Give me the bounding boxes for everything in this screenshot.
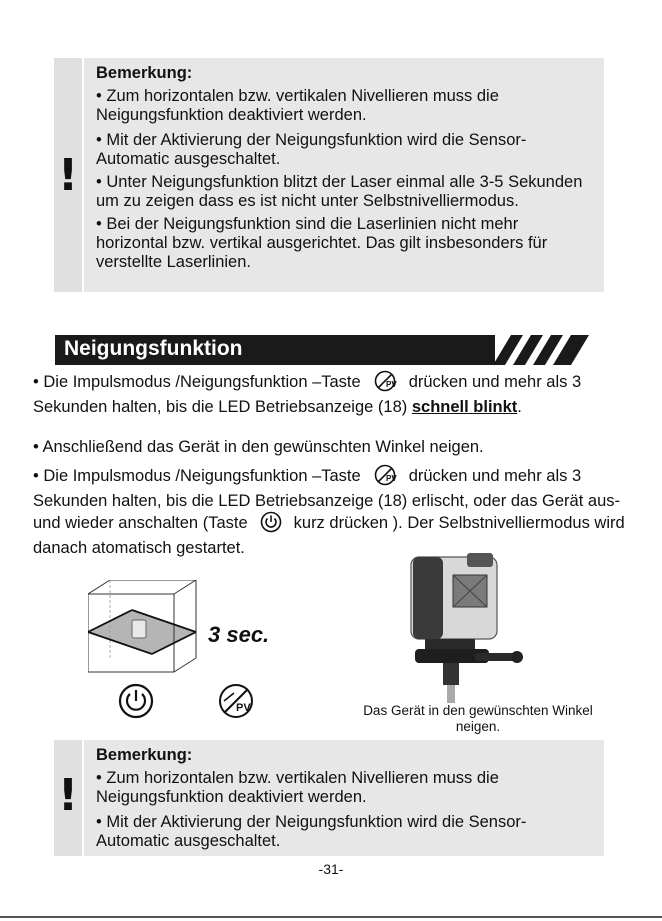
svg-text:PV: PV <box>385 380 397 389</box>
laser-cube-illustration <box>88 580 198 682</box>
note-title: Bemerkung: <box>96 746 193 764</box>
warning-column <box>54 58 84 292</box>
note-item: • Bei der Neigungsfunktion sind die Laserlinien nicht mehr horizontal bzw. vertikal ausgerichtet. Das gilt insbesonders für verstellte Laserlinien. <box>96 215 548 271</box>
note-item: • Zum horizontalen bzw. vertikalen Nivellieren muss die Neigungsfunktion deaktiviert werden. <box>96 769 499 806</box>
tilt-mode-icon <box>373 370 397 397</box>
paragraph-3: • Die Impulsmodus /Neigungsfunktion –Taste PV drücken und mehr als 3 Sekunden halten, bis die LED Betriebsanzeige (18) erlischt, oder das Gerät aus- und wieder anschalten (Taste kurz drücken ). Der Selbstnivelliermodus wird danach atomatisch gestartet. <box>33 464 633 558</box>
tilt-mode-icon <box>373 464 397 491</box>
power-icon <box>260 511 282 538</box>
page-bottom-rule <box>0 916 662 918</box>
note-body-bottom <box>96 746 592 855</box>
note-item: • Zum horizontalen bzw. vertikalen Nivellieren muss die Neigungsfunktion deaktiviert werden. <box>96 87 499 124</box>
duration-label: 3 sec. <box>208 622 270 647</box>
note-item: • Unter Neigungsfunktion blitzt der Laser einmal alle 3-5 Sekunden um zu zeigen dass es ist nicht unter Selbstnivelliermodus. <box>96 173 583 210</box>
note-title: Bemerkung: <box>96 64 193 82</box>
note-box-top <box>54 58 604 292</box>
emphasis-text: schnell blinkt <box>411 398 518 416</box>
heading-stripes <box>485 335 589 365</box>
note-item: • Mit der Aktivierung der Neigungsfunktion wird die Sensor-Automatic ausgeschaltet. <box>96 131 527 168</box>
power-icon <box>118 683 154 719</box>
note-box-bottom <box>54 740 604 856</box>
section-heading <box>55 335 590 365</box>
section-title: Neigungsfunktion <box>64 337 243 360</box>
warning-icon: ! <box>57 150 79 201</box>
laser-device-photo <box>395 553 525 703</box>
heading-bar <box>55 335 495 365</box>
warning-icon: ! <box>57 770 79 821</box>
paragraph-1: • Die Impulsmodus /Neigungsfunktion –Taste PV drücken und mehr als 3 Sekunden halten, bis die LED Betriebsanzeige (18) schnell blinkt. <box>33 370 633 417</box>
figure-caption: Das Gerät in den gewünschten Winkel neigen. <box>363 703 593 734</box>
note-body-top <box>96 64 592 276</box>
note-item: • Mit der Aktivierung der Neigungsfunktion wird die Sensor-Automatic ausgeschaltet. <box>96 813 527 850</box>
svg-text:PV: PV <box>236 702 251 714</box>
paragraph-2: • Anschließend das Gerät in den gewünschten Winkel neigen. <box>33 438 484 456</box>
warning-column <box>54 740 84 856</box>
svg-text:PV: PV <box>385 474 397 483</box>
tilt-mode-icon <box>218 683 254 719</box>
page-number: -31- <box>318 861 344 877</box>
